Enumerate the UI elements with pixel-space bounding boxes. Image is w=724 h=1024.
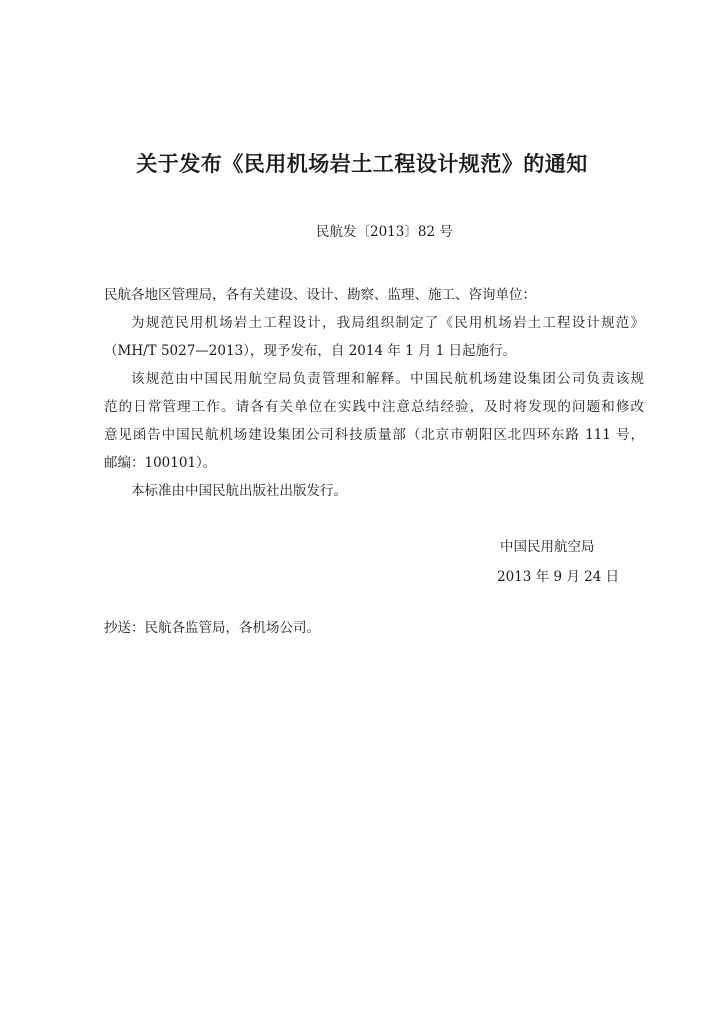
paragraph-1-line-1: 为规范民用机场岩土工程设计，我局组织制定了《民用机场岩土工程设计规范》 (131, 315, 644, 331)
notice-body (104, 281, 644, 505)
signature-organization: 中国民用航空局 (500, 539, 595, 555)
paragraph-3-line-1: 本标准由中国民航出版社出版发行。 (131, 483, 347, 499)
notice-title: 关于发布《民用机场岩土工程设计规范》的通知 (136, 151, 588, 176)
signature-date: 2013 年 9 月 24 日 (497, 569, 620, 585)
paragraph-2-line-1: 该规范由中国民用航空局负责管理和解释。中国民航机场建设集团公司负责该规 (131, 371, 644, 387)
paragraph-2-line-2: 范的日常管理工作。请各有关单位在实践中注意总结经验，及时将发现的问题和修改 (104, 399, 644, 415)
paragraph-2-line-4: 邮编：100101）。 (104, 455, 217, 471)
cc-line: 抄送：民航各监管局，各机场公司。 (104, 620, 320, 636)
paragraph-1-line-2: （MH/T 5027—2013），现予发布，自 2014 年 1 月 1 日起施行。 (104, 343, 517, 359)
paragraph-2-line-3: 意见函告中国民航机场建设集团公司科技质量部（北京市朝阳区北四环东路 111 号， (104, 427, 644, 443)
addressee-line: 民航各地区管理局，各有关建设、设计、勘察、监理、施工、咨询单位： (104, 287, 536, 303)
document-number: 民航发〔2013〕82 号 (316, 224, 453, 240)
